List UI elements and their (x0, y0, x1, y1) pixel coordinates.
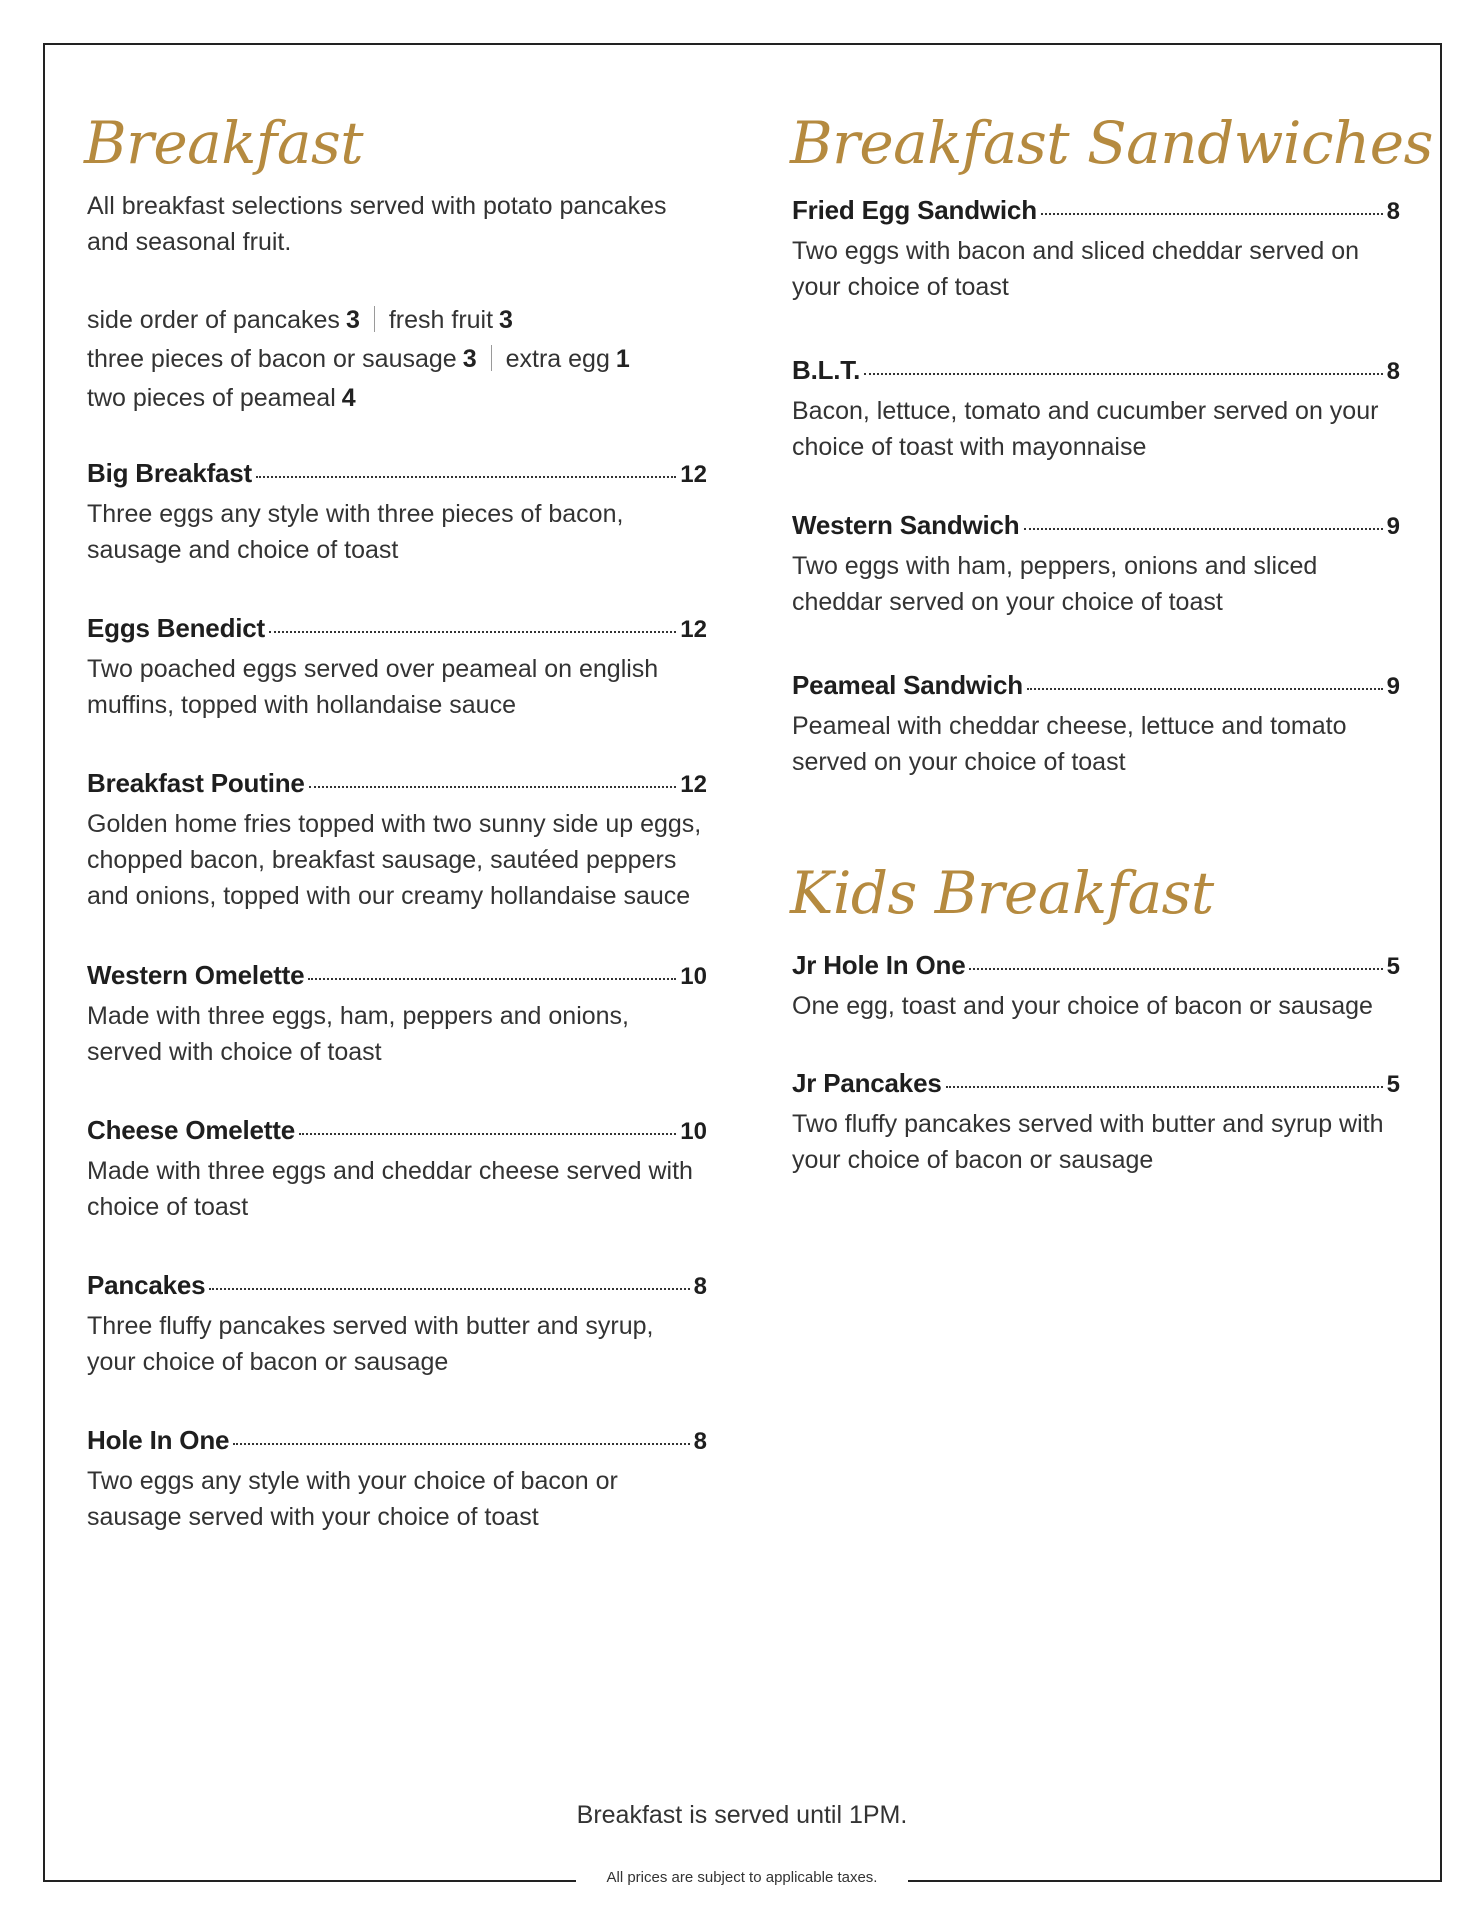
item-name: Peameal Sandwich (792, 670, 1023, 700)
item-name: Western Omelette (87, 960, 305, 990)
item-description: Three eggs any style with three pieces of bacon, sausage and choice of toast (87, 500, 624, 564)
side-egg-price: 1 (615, 345, 630, 373)
dot-leader (256, 476, 676, 478)
menu-item (87, 768, 707, 914)
menu-item (792, 510, 1400, 620)
side-egg-label: extra egg (505, 345, 610, 373)
divider (374, 306, 375, 332)
item-name: Jr Hole In One (792, 950, 966, 980)
side-bacon-price: 3 (462, 345, 477, 373)
item-name: Jr Pancakes (792, 1068, 942, 1098)
item-price: 10 (680, 963, 707, 990)
menu-item (87, 1115, 707, 1225)
menu-item (792, 1068, 1400, 1178)
side-bacon-label: three pieces of bacon or sausage (87, 345, 457, 373)
divider (491, 345, 492, 371)
item-name: Breakfast Poutine (87, 768, 305, 798)
item-description: Made with three eggs, ham, peppers and onions, served with choice of toast (87, 1002, 630, 1066)
item-price: 9 (1386, 673, 1400, 700)
item-name: Eggs Benedict (87, 613, 265, 643)
side-peameal-label: two pieces of peameal (87, 384, 336, 412)
side-fruit-label: fresh fruit (388, 306, 494, 334)
item-description: Three fluffy pancakes served with butter and syrup, your choice of bacon or sausage (87, 1312, 654, 1376)
item-description: Two eggs with bacon and sliced cheddar served on your choice of toast (792, 237, 1360, 301)
item-name: Western Sandwich (792, 510, 1020, 540)
item-description: Peameal with cheddar cheese, lettuce and tomato served on your choice of toast (792, 712, 1347, 776)
service-hours-note: Breakfast is served until 1PM. (576, 1801, 908, 1829)
menu-item (792, 670, 1400, 780)
item-name: Cheese Omelette (87, 1115, 295, 1145)
item-description: Golden home fries topped with two sunny side up eggs, chopped bacon, breakfast sausage, sautéed peppers and onions, topped with our creamy hollandaise sauce (87, 810, 702, 910)
sandwiches-title: Breakfast Sandwiches (790, 109, 1433, 177)
item-price: 5 (1386, 953, 1400, 980)
item-name: Pancakes (87, 1270, 206, 1300)
item-name: Hole In One (87, 1425, 230, 1455)
item-description: Made with three eggs and cheddar cheese served with choice of toast (87, 1157, 693, 1221)
menu-item (87, 458, 707, 568)
side-pancakes-label: side order of pancakes (87, 306, 340, 334)
breakfast-title: Breakfast (84, 109, 364, 177)
item-price: 9 (1386, 513, 1400, 540)
item-description: Two fluffy pancakes served with butter and syrup with your choice of bacon or sausage (792, 1110, 1384, 1174)
menu-item (792, 195, 1400, 305)
menu-item (792, 355, 1400, 465)
menu-item (87, 613, 707, 723)
side-orders (87, 301, 707, 418)
side-orders-row-3 (87, 379, 707, 418)
item-price: 8 (1386, 198, 1400, 225)
item-price: 12 (680, 771, 707, 798)
menu-item (792, 950, 1400, 1024)
menu-item (87, 1270, 707, 1380)
bottom-rule-left (43, 1880, 576, 1882)
item-price: 8 (1386, 358, 1400, 385)
dot-leader (299, 1133, 676, 1135)
item-price: 5 (1386, 1071, 1400, 1098)
item-price: 12 (680, 461, 707, 488)
item-price: 8 (693, 1428, 707, 1455)
tax-note: All prices are subject to applicable taxes. (606, 1869, 878, 1886)
item-price: 10 (680, 1118, 707, 1145)
menu-item (87, 960, 707, 1070)
dot-leader (308, 978, 676, 980)
dot-leader (309, 786, 677, 788)
item-name: Fried Egg Sandwich (792, 195, 1037, 225)
side-orders-row-1 (87, 301, 707, 340)
item-price: 8 (693, 1273, 707, 1300)
side-fruit-price: 3 (499, 306, 513, 334)
side-peameal-price: 4 (341, 384, 356, 412)
dot-leader (946, 1086, 1383, 1088)
dot-leader (233, 1443, 689, 1445)
item-description: Two eggs with ham, peppers, onions and sliced cheddar served on your choice of toast (792, 552, 1318, 616)
dot-leader (1027, 688, 1383, 690)
dot-leader (209, 1288, 689, 1290)
dot-leader (269, 631, 676, 633)
item-description: Two eggs any style with your choice of bacon or sausage served with your choice of toast (87, 1467, 618, 1531)
item-description: Two poached eggs served over peameal on english muffins, topped with hollandaise sauce (87, 655, 659, 719)
item-name: B.L.T. (792, 355, 861, 385)
item-name: Big Breakfast (87, 458, 253, 488)
dot-leader (864, 373, 1383, 375)
dot-leader (1041, 213, 1383, 215)
item-price: 12 (680, 616, 707, 643)
dot-leader (1024, 528, 1383, 530)
menu-item (87, 1425, 707, 1535)
item-description: One egg, toast and your choice of bacon or sausage (792, 992, 1373, 1020)
breakfast-intro: All breakfast selections served with potato pancakes and seasonal fruit. (87, 192, 667, 256)
item-description: Bacon, lettuce, tomato and cucumber served on your choice of toast with mayonnaise (792, 397, 1379, 461)
dot-leader (969, 968, 1382, 970)
side-orders-row-2 (87, 340, 707, 379)
kids-title: Kids Breakfast (790, 859, 1214, 927)
side-pancakes-price: 3 (345, 306, 360, 334)
bottom-rule-right (908, 1880, 1442, 1882)
